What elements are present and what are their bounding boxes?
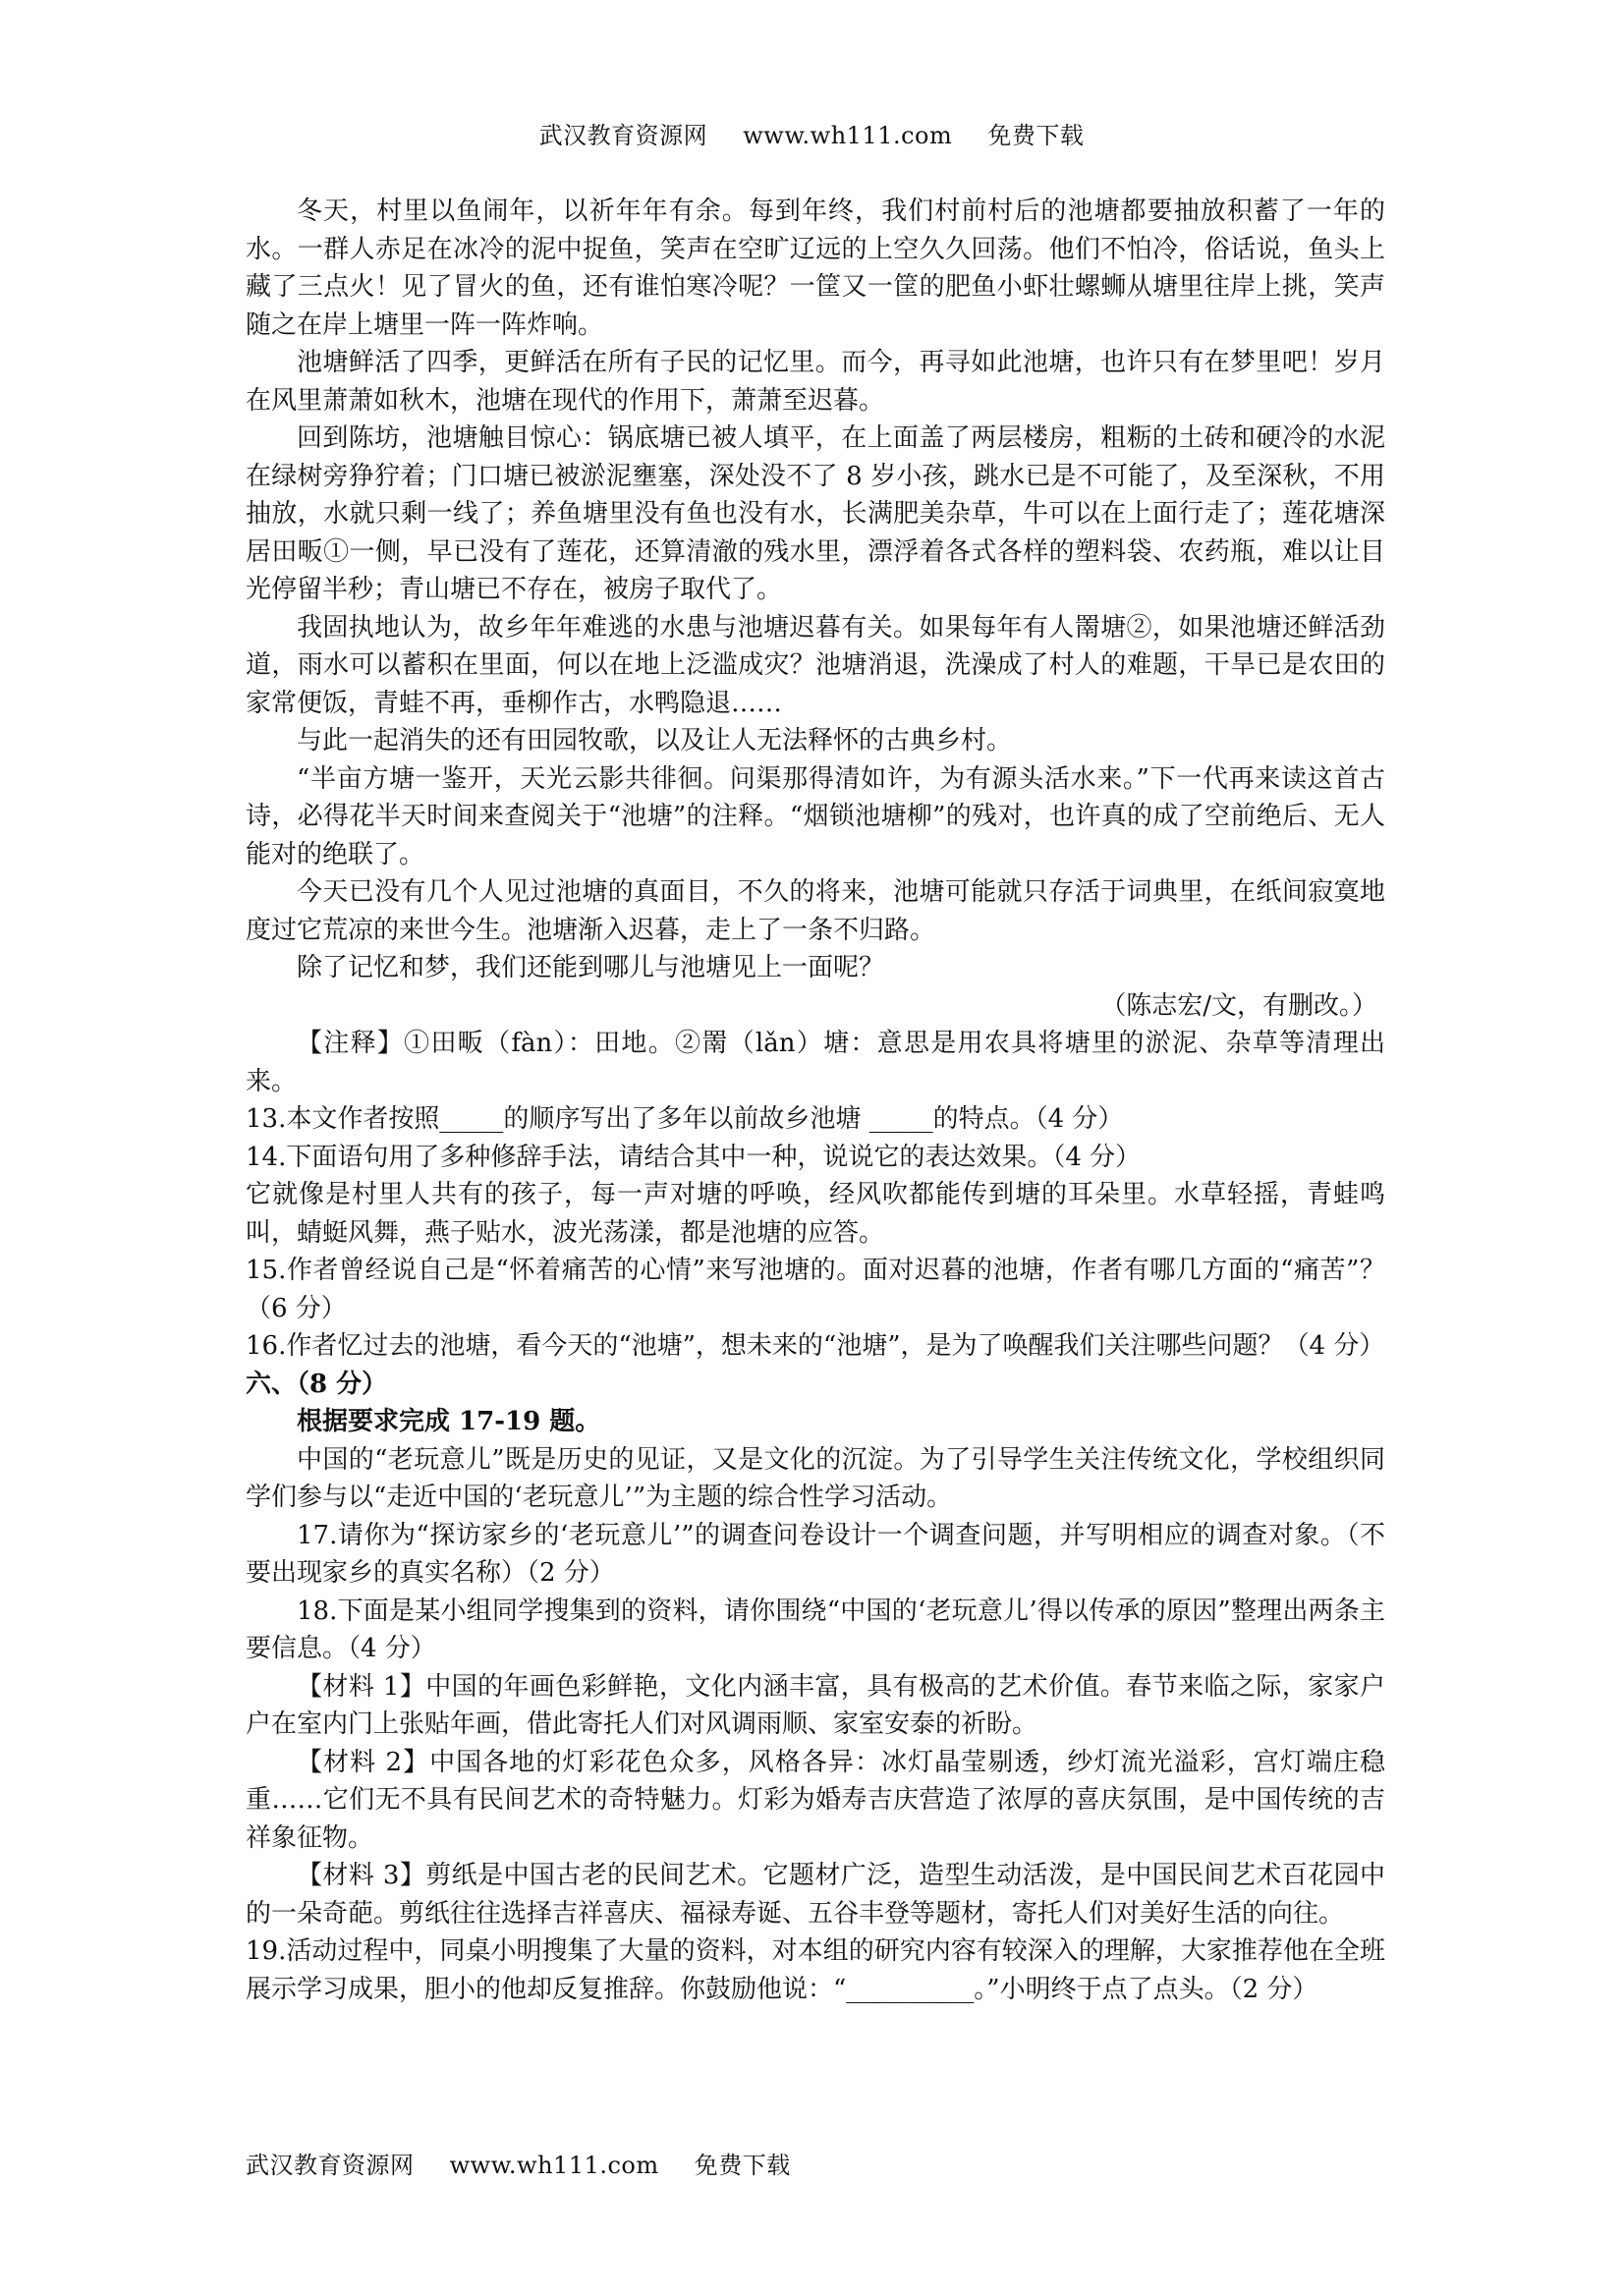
paragraph: 19.活动过程中，同桌小明搜集了大量的资料，对本组的研究内容有较深入的理解，大家推荐他在全班展示学习成果，胆小的他却反复推辞。你鼓励他说：“__________。”小明终于点了点头。（2 分）: [246, 1936, 1385, 2004]
paragraph: 【材料 3】剪纸是中国古老的民间艺术。它题材广泛，造型生动活泼，是中国民间艺术百花园中的一朵奇葩。剪纸往往选择吉祥喜庆、福禄寿诞、五谷丰登等题材，寄托人们对美好生活的向往。: [246, 1861, 1385, 1929]
paragraph: “半亩方塘一鉴开，天光云影共徘徊。问渠那得清如许，为有源头活水来。”下一代再来读这首古诗，必得花半天时间来查阅关于“池塘”的注释。“烟锁池塘柳”的残对，也许真的成了空前绝后、无人能对的绝联了。: [246, 763, 1385, 869]
paragraph: 15.作者曾经说自己是“怀着痛苦的心情”来写池塘的。面对迟暮的池塘，作者有哪几方面的“痛苦”？（6 分）: [246, 1256, 1385, 1323]
paragraph: 18.下面是某小组同学搜集到的资料，请你围绕“中国的‘老玩意儿’得以传承的原因”整理出两条主要信息。（4 分）: [246, 1596, 1385, 1663]
footer-note: 免费下载: [694, 2152, 791, 2179]
paragraph: 根据要求完成 17-19 题。: [297, 1407, 601, 1436]
page-header: [0, 116, 1623, 150]
paragraph: 除了记忆和梦，我们还能到哪儿与池塘见上一面呢？: [297, 953, 885, 982]
paragraph: 与此一起消失的还有田园牧歌，以及让人无法释怀的古典乡村。: [297, 726, 1013, 756]
paragraph: 六、（8 分）: [246, 1369, 388, 1399]
header-site-name: 武汉教育资源网: [538, 122, 708, 149]
footer-url[interactable]: www.wh111.com: [449, 2152, 659, 2179]
paragraph: 今天已没有几个人见过池塘的真面目，不久的将来，池塘可能就只存活于词典里，在纸间寂寞地度过它荒凉的来世今生。池塘渐入迟暮，走上了一条不归路。: [246, 877, 1385, 945]
footer-site-name: 武汉教育资源网: [246, 2152, 415, 2179]
paragraph: 17.请你为“探访家乡的‘老玩意儿’”的调查问卷设计一个调查问题，并写明相应的调查对象。（不要出现家乡的真实名称）（2 分）: [246, 1520, 1385, 1588]
header-url[interactable]: www.wh111.com: [743, 122, 953, 149]
page-footer: [246, 2146, 805, 2180]
paragraph: 回到陈坊，池塘触目惊心：锅底塘已被人填平，在上面盖了两层楼房，粗粝的土砖和硬冷的水泥在绿树旁狰狞着；门口塘已被淤泥壅塞，深处没不了 8 岁小孩，跳水已是不可能了，及至深秋，不用抽放，水就只剩一线了；养鱼塘里没有鱼也没有水，长满肥美杂草，牛可以在上面行走了；莲花塘深居田畈①一侧，早已没有了莲花，还算清澈的残水里，漂浮着各式各样的塑料袋、农药瓶，难以让目光停留半秒；青山塘已不存在，被房子取代了。: [246, 423, 1385, 604]
paragraph: （陈志宏/文，有删改。）: [1100, 990, 1377, 1021]
paragraph: 冬天，村里以鱼闹年，以祈年年有余。每到年终，我们村前村后的池塘都要抽放积蓄了一年的水。一群人赤足在冰冷的泥中捉鱼，笑声在空旷辽远的上空久久回荡。他们不怕冷，俗话说，鱼头上藏了三点火！见了冒火的鱼，还有谁怕寒冷呢？一筐又一筐的肥鱼小虾壮螺蛳从塘里往岸上挑，笑声随之在岸上塘里一阵一阵炸响。: [246, 196, 1385, 340]
paragraph: 16.作者忆过去的池塘，看今天的“池塘”，想未来的“池塘”，是为了唤醒我们关注哪些问题？（4 分）: [246, 1331, 1385, 1361]
paragraph: 我固执地认为，故乡年年难逃的水患与池塘迟暮有关。如果每年有人罱塘②，如果池塘还鲜活劲道，雨水可以蓄积在里面，何以在地上泛滥成灾？池塘消退，洗澡成了村人的难题，干旱已是农田的家常便饭，青蛙不再，垂柳作古，水鸭隐退……: [246, 612, 1385, 718]
paragraph: 【注释】①田畈（fàn）：田地。②罱（lǎn）塘：意思是用农具将塘里的淤泥、杂草等清理出来。: [246, 1029, 1385, 1096]
paragraph: 14.下面语句用了多种修辞手法，请结合其中一种，说说它的表达效果。（4 分）: [246, 1142, 1142, 1172]
header-note: 免费下载: [987, 122, 1085, 149]
paragraph: 它就像是村里人共有的孩子，每一声对塘的呼唤，经风吹都能传到塘的耳朵里。水草轻摇，青蛙鸣叫，蜻蜓风舞，燕子贴水，波光荡漾，都是池塘的应答。: [246, 1180, 1385, 1248]
paragraph: 【材料 2】中国各地的灯彩花色众多，风格各异：冰灯晶莹剔透，纱灯流光溢彩，宫灯端庄稳重……它们无不具有民间艺术的奇特魅力。灯彩为婚寿吉庆营造了浓厚的喜庆氛围，是中国传统的吉祥象征物。: [246, 1747, 1385, 1853]
paragraph: 13.本文作者按照_____的顺序写出了多年以前故乡池塘 _____的特点。（4 分）: [246, 1104, 1124, 1134]
document-body: [246, 193, 1385, 2008]
paragraph: 【材料 1】中国的年画色彩鲜艳，文化内涵丰富，具有极高的艺术价值。春节来临之际，家家户户在室内门上张贴年画，借此寄托人们对风调雨顺、家室安泰的祈盼。: [246, 1671, 1385, 1739]
paragraph: 池塘鲜活了四季，更鲜活在所有子民的记忆里。而今，再寻如此池塘，也许只有在梦里吧！岁月在风里萧萧如秋木，池塘在现代的作用下，萧萧至迟暮。: [246, 348, 1385, 416]
paragraph: 中国的“老玩意儿”既是历史的见证，又是文化的沉淀。为了引导学生关注传统文化，学校组织同学们参与以“走近中国的‘老玩意儿’”为主题的综合性学习活动。: [246, 1444, 1385, 1512]
